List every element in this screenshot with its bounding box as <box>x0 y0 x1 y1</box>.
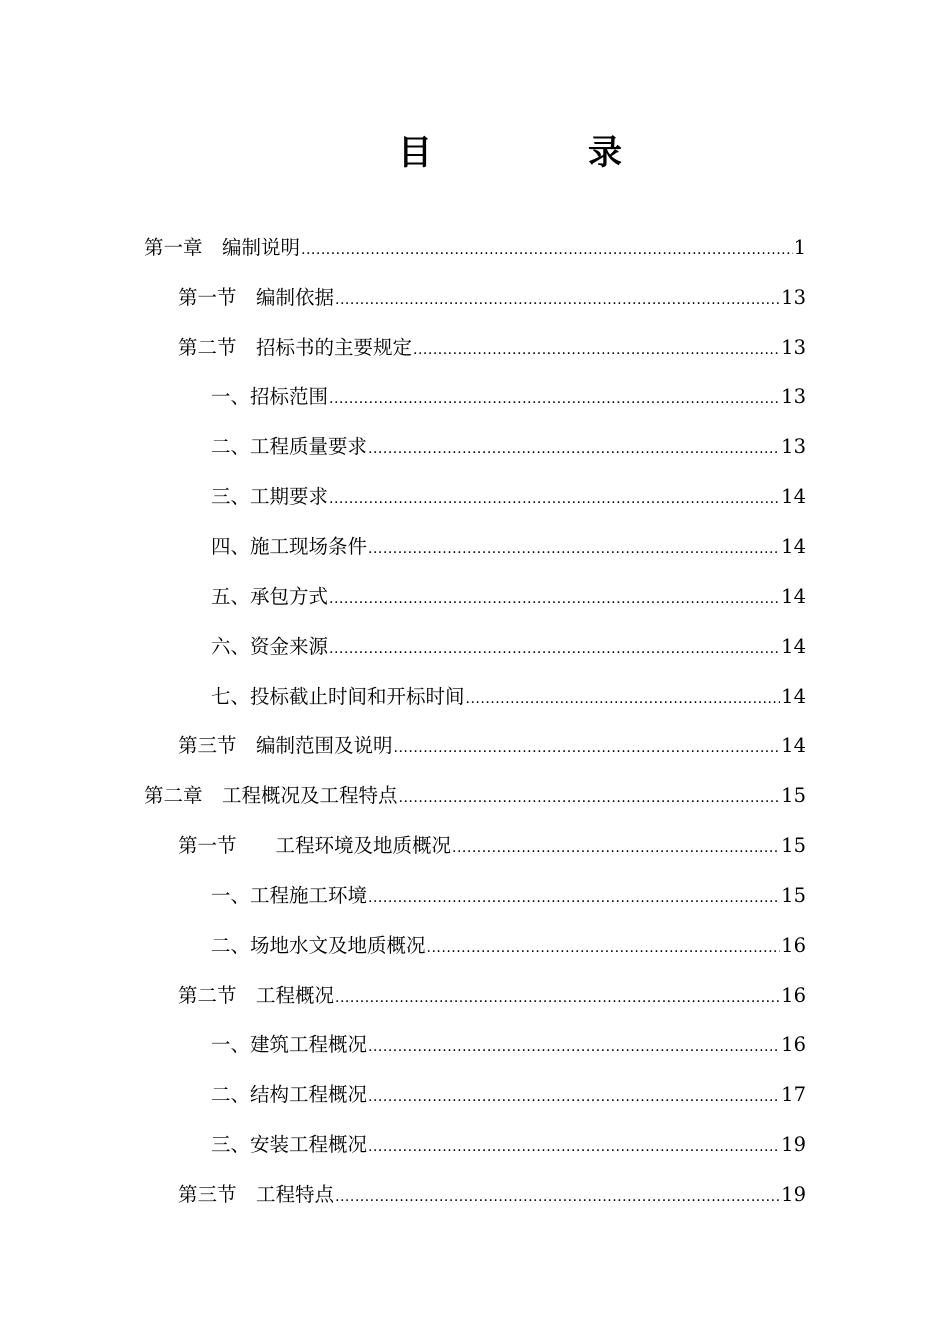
toc-entry-page-number: 16 <box>781 983 806 1007</box>
toc-entry[interactable] <box>0 374 950 424</box>
toc-entry-page-number: 17 <box>781 1083 806 1107</box>
dot-leader <box>329 386 780 412</box>
toc-entry[interactable] <box>0 1171 950 1221</box>
toc-entry-title: 第三节 工程特点 <box>178 1182 335 1206</box>
toc-entry-page-number: 13 <box>781 285 806 309</box>
toc-entry-title: 六、资金来源 <box>211 634 329 658</box>
dot-leader <box>335 1184 780 1210</box>
dot-leader <box>413 337 780 363</box>
dot-leader <box>335 287 780 313</box>
toc-entry[interactable] <box>0 972 950 1022</box>
toc-title <box>0 128 950 178</box>
toc-entry-row <box>144 235 806 263</box>
toc-entry-title: 二、结构工程概况 <box>211 1083 368 1107</box>
toc-entry-title: 二、场地水文及地质概况 <box>211 933 426 957</box>
dot-leader <box>368 1084 780 1110</box>
dot-leader <box>368 885 780 911</box>
toc-entry-page-number: 15 <box>781 883 806 907</box>
toc-entry[interactable] <box>0 473 950 523</box>
toc-entry-row <box>211 634 806 662</box>
toc-entry[interactable] <box>0 274 950 324</box>
toc-entry[interactable] <box>0 1121 950 1171</box>
toc-entry-title: 第一节 编制依据 <box>178 285 335 309</box>
toc-entry-page-number: 13 <box>781 385 806 409</box>
toc-entry-title: 七、投标截止时间和开标时间 <box>211 684 465 708</box>
toc-entry-page-number: 14 <box>781 634 806 658</box>
toc-entry[interactable] <box>0 922 950 972</box>
toc-entry-row <box>144 783 806 811</box>
toc-entry-row <box>211 883 806 911</box>
toc-entry-page-number: 15 <box>781 784 806 808</box>
toc-entry-page-number: 14 <box>781 485 806 509</box>
dot-leader <box>368 1034 780 1060</box>
toc-entry-title: 第二节 工程概况 <box>178 983 335 1007</box>
toc-entry-row <box>211 434 806 462</box>
toc-entry[interactable] <box>0 573 950 623</box>
toc-entry-title: 一、招标范围 <box>211 385 329 409</box>
toc-entry-title: 第一章 编制说明 <box>144 235 301 259</box>
toc-entry-page-number: 14 <box>781 534 806 558</box>
toc-entry-title: 五、承包方式 <box>211 584 329 608</box>
dot-leader <box>399 785 781 811</box>
toc-entry-page-number: 16 <box>781 1033 806 1057</box>
toc-entry-row <box>211 384 806 412</box>
toc-entry-page-number: 13 <box>781 335 806 359</box>
toc-entry-row <box>178 983 806 1011</box>
toc-entry[interactable] <box>0 673 950 723</box>
toc-entry-page-number: 19 <box>781 1133 806 1157</box>
toc-entry-row <box>211 1082 806 1110</box>
toc-entry[interactable] <box>0 872 950 922</box>
toc-list <box>0 224 950 1221</box>
toc-entry-row <box>211 1132 806 1160</box>
dot-leader <box>301 237 793 263</box>
toc-entry-page-number: 13 <box>781 435 806 459</box>
dot-leader <box>329 486 780 512</box>
toc-entry-row <box>211 534 806 562</box>
toc-entry-page-number: 1 <box>793 235 806 259</box>
toc-entry[interactable] <box>0 772 950 822</box>
toc-entry-row <box>178 733 806 761</box>
dot-leader <box>329 586 780 612</box>
toc-entry[interactable] <box>0 822 950 872</box>
dot-leader <box>452 835 780 861</box>
toc-entry-page-number: 16 <box>781 933 806 957</box>
toc-entry-page-number: 15 <box>781 834 806 858</box>
dot-leader <box>368 536 780 562</box>
dot-leader <box>466 686 781 712</box>
toc-entry-row <box>178 335 806 363</box>
toc-entry[interactable] <box>0 423 950 473</box>
toc-entry-row <box>178 285 806 313</box>
toc-entry-row <box>178 1182 806 1210</box>
toc-entry-title: 第三节 编制范围及说明 <box>178 734 393 758</box>
toc-entry-row <box>178 833 806 861</box>
toc-entry-title: 二、工程质量要求 <box>211 435 368 459</box>
toc-entry-row <box>211 484 806 512</box>
toc-entry-title: 第二章 工程概况及工程特点 <box>144 784 398 808</box>
toc-entry-page-number: 14 <box>781 584 806 608</box>
toc-entry-row <box>211 933 806 961</box>
toc-entry-row <box>211 1032 806 1060</box>
toc-entry[interactable] <box>0 224 950 274</box>
toc-entry[interactable] <box>0 1071 950 1121</box>
dot-leader <box>335 985 780 1011</box>
toc-entry-page-number: 14 <box>781 734 806 758</box>
toc-title-char-1: 目 <box>398 133 432 173</box>
dot-leader <box>368 436 780 462</box>
toc-entry-title: 第一节 工程环境及地质概况 <box>178 834 452 858</box>
toc-entry-title: 三、工期要求 <box>211 485 329 509</box>
dot-leader <box>427 935 781 961</box>
toc-entry[interactable] <box>0 523 950 573</box>
toc-entry-title: 第二节 招标书的主要规定 <box>178 335 413 359</box>
toc-title-char-2: 录 <box>588 133 622 173</box>
toc-entry-title: 一、工程施工环境 <box>211 883 368 907</box>
dot-leader <box>329 636 780 662</box>
dot-leader <box>394 735 781 761</box>
toc-entry[interactable] <box>0 1022 950 1072</box>
toc-entry-row <box>211 684 806 712</box>
dot-leader <box>368 1134 780 1160</box>
toc-entry[interactable] <box>0 324 950 374</box>
toc-entry-title: 四、施工现场条件 <box>211 534 368 558</box>
toc-entry[interactable] <box>0 722 950 772</box>
toc-entry-page-number: 19 <box>781 1182 806 1206</box>
toc-entry[interactable] <box>0 623 950 673</box>
toc-entry-title: 三、安装工程概况 <box>211 1133 368 1157</box>
toc-entry-page-number: 14 <box>781 684 806 708</box>
toc-entry-title: 一、建筑工程概况 <box>211 1033 368 1057</box>
toc-entry-row <box>211 584 806 612</box>
